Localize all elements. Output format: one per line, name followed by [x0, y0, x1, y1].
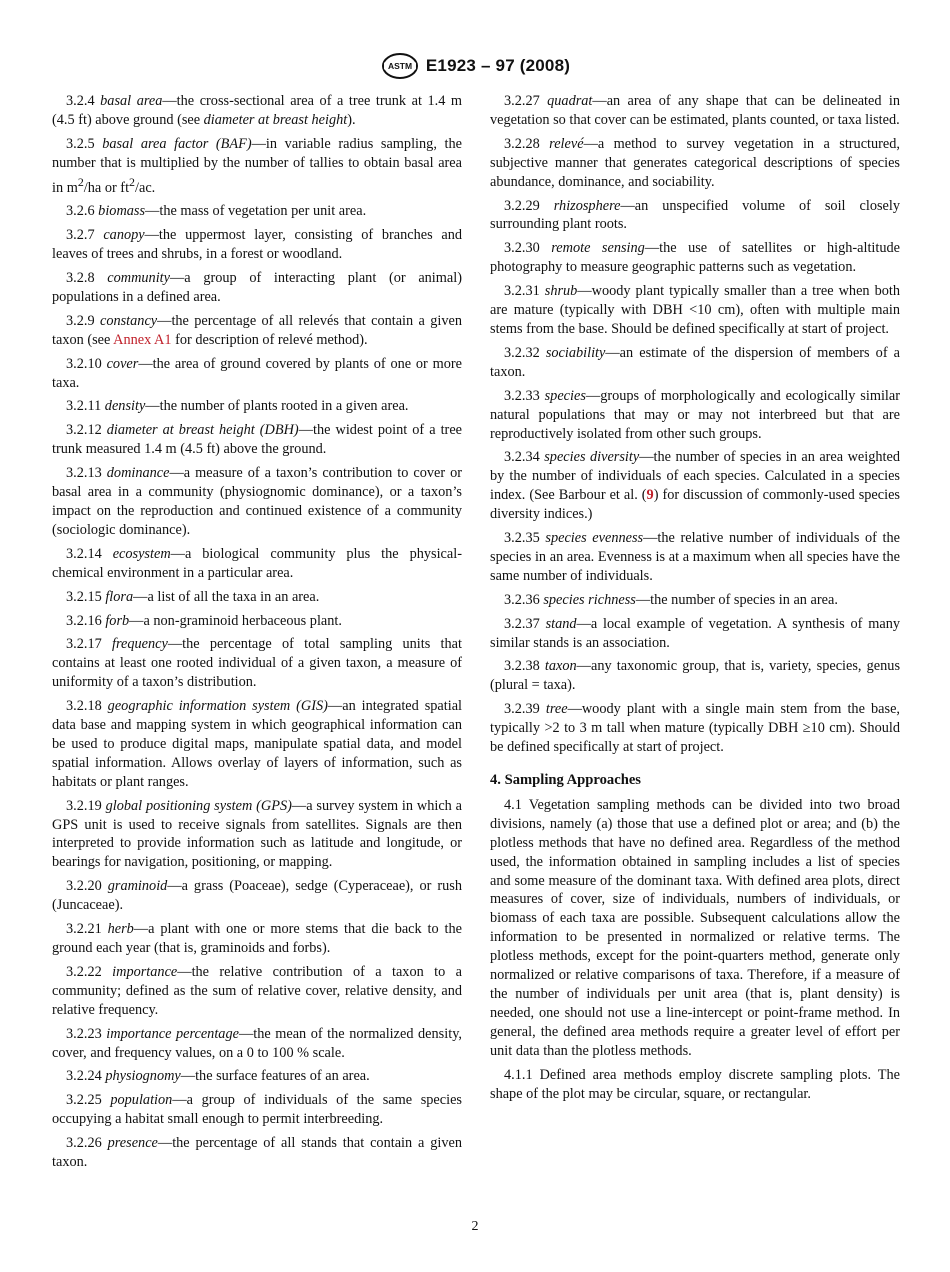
paragraph-4-1-1: 4.1.1 Defined area methods employ discrete sampling plots. The shape of the plot may be circular, square, or rectangular.: [490, 1066, 900, 1102]
definition-number: 3.2.24: [66, 1068, 102, 1085]
definition-text: —a grass (Poaceae), sedge (Cyperaceae), or rush (Juncaceae).: [52, 878, 462, 914]
definition-term: forb: [105, 612, 130, 629]
definition-text: —any taxonomic group, that is, variety, species, genus (plural = taxa).: [490, 658, 901, 694]
definition-term: shrub: [544, 283, 578, 300]
definition-number: 3.2.28: [504, 135, 540, 152]
definition-term: frequency: [112, 636, 168, 653]
astm-logo-icon: [380, 52, 420, 80]
definition-term: population: [110, 1092, 173, 1109]
definition-text: —a biological community plus the physical-chemical environment in a particular area.: [52, 545, 462, 581]
definition-text: —woody plant with a single main stem from the base, typically >2 to 3 m tall when mature (typically DBH ≥10 cm). Should be defined specifically at start of project.: [490, 701, 900, 756]
definition-3-2-12: [52, 421, 462, 459]
definition-number: 3.2.39: [504, 701, 540, 718]
definition-crossref-term: diameter at breast height: [203, 111, 348, 128]
definition-number: 3.2.34: [504, 449, 540, 466]
definition-3-2-32: [490, 344, 900, 382]
definition-number: 3.2.36: [504, 591, 540, 608]
definition-text: —the relative contribution of a taxon to a community; defined as the sum of relative cover, relative density, and relative frequency.: [52, 963, 462, 1018]
definition-3-2-28: [490, 135, 900, 192]
definition-term: quadrat: [547, 93, 593, 109]
definition-number: 3.2.37: [504, 615, 540, 632]
definition-3-2-9: [52, 312, 462, 350]
definition-text: —a group of interacting plant (or animal) populations in a defined area.: [52, 270, 462, 305]
definition-number: 3.2.25: [66, 1092, 102, 1109]
left-column: [52, 92, 462, 1177]
definition-number: 3.2.4: [66, 93, 95, 109]
definition-3-2-30: [490, 239, 900, 277]
definition-text: ) for discussion of commonly-used species diversity indices.): [490, 487, 900, 523]
definition-text: —the percentage of all stands that contain a given taxon.: [52, 1135, 462, 1171]
definition-3-2-16: [52, 612, 462, 631]
definition-3-2-18: [52, 697, 462, 792]
definition-text: —the relative number of individuals of the species in an area. Evenness is at a maximum when all species have the same number of individuals.: [490, 530, 901, 584]
definition-text: —the percentage of total sampling units that contains at least one rooted individual of a given taxon, a measure of uniformity of a taxon’s distribution.: [52, 636, 462, 691]
definition-3-2-19: [52, 797, 462, 873]
definition-number: 3.2.19: [66, 797, 102, 814]
definition-3-2-24: [52, 1067, 462, 1086]
definition-text: —a non-graminoid herbaceous plant.: [129, 612, 342, 629]
definition-term: community: [107, 270, 170, 287]
definition-text: /ha or ft: [83, 179, 130, 196]
annex-link[interactable]: Annex A1: [113, 331, 172, 348]
definition-term: flora: [105, 588, 134, 605]
definition-3-2-21: [52, 920, 462, 958]
definition-number: 3.2.35: [504, 530, 540, 547]
definition-text: —the number of species in an area weighted by the number of individuals of each species. Calculated in a species index. (See Barbour et al. (: [490, 449, 901, 504]
astm-logo-text: ASTM: [387, 61, 412, 71]
definition-3-2-39: [490, 700, 900, 757]
definition-text: —an estimate of the dispersion of members of a taxon.: [490, 344, 900, 380]
definition-number: 3.2.38: [504, 658, 540, 675]
definition-number: 3.2.27: [504, 93, 540, 109]
definition-3-2-29: [490, 197, 900, 235]
definition-term: rhizosphere: [553, 197, 621, 214]
definition-3-2-35: [490, 529, 900, 586]
definition-text: —the use of satellites or high-altitude photography to measure geographic patterns such as vegetation.: [490, 240, 901, 276]
definition-number: 3.2.33: [504, 387, 540, 404]
definition-term: sociability: [545, 344, 606, 361]
definition-term: importance percentage: [106, 1025, 239, 1042]
definition-text: —in variable radius sampling, the number that is multiplied by the number of tallies to obtain basal area in m: [52, 135, 462, 196]
definition-text: —an unspecified volume of soil closely surrounding plant roots.: [490, 197, 900, 233]
definition-3-2-8: [52, 269, 462, 307]
definition-number: 3.2.23: [66, 1025, 102, 1042]
definition-3-2-22: [52, 963, 462, 1020]
definition-number: 3.2.22: [66, 963, 102, 980]
page-number: 2: [471, 1219, 479, 1234]
definition-text: —an integrated spatial data base and mapping system in which geographical information can be used to produce digital maps, manipulate spatial data, and model spatial information. Allows overlay of layers of information, such as habitats or plant ranges.: [52, 698, 463, 790]
definition-3-2-13: [52, 464, 462, 540]
definition-number: 3.2.15: [66, 588, 102, 605]
definition-term: diameter at breast height (DBH): [106, 422, 299, 439]
definition-term: ecosystem: [112, 545, 171, 562]
definition-term: density: [104, 398, 146, 415]
definition-number: 3.2.29: [504, 197, 540, 214]
definition-text: —the uppermost layer, consisting of branches and leaves of trees and shrubs, in a forest or woodland.: [52, 227, 463, 263]
definition-term: global positioning system (GPS): [105, 797, 292, 814]
section-heading: 4. Sampling Approaches: [490, 772, 641, 788]
definition-text: —a survey system in which a GPS unit is used to receive signals from satellites. Signals are then interpreted to provide information such as latitude and longitude, or bearings for navigation, positioning, or mapping.: [52, 797, 463, 871]
definition-number: 3.2.5: [66, 135, 95, 152]
definition-term: dominance: [106, 465, 170, 482]
definition-3-2-17: [52, 635, 462, 692]
definition-number: 3.2.14: [66, 545, 102, 562]
document-designation: E1923 – 97 (2008): [425, 56, 571, 75]
definition-term: importance: [112, 963, 178, 980]
right-definitions: [490, 92, 900, 757]
definition-text: —a method to survey vegetation in a structured, subjective manner that generates categorical descriptions of species abundance, dominance, and sociability.: [490, 135, 900, 190]
definition-3-2-36: [490, 591, 900, 610]
definition-number: 3.2.32: [504, 344, 540, 361]
definition-3-2-14: [52, 545, 462, 583]
definition-text: —the mean of the normalized density, cover, and frequency values, on a 0 to 100 % scale.: [52, 1025, 462, 1061]
definition-term: species richness: [543, 591, 636, 608]
definition-number: 3.2.13: [66, 465, 102, 482]
definition-text: —a list of all the taxa in an area.: [133, 588, 320, 605]
definition-number: 3.2.7: [66, 227, 95, 244]
definition-term: species diversity: [544, 449, 640, 466]
definition-3-2-25: [52, 1091, 462, 1129]
paragraph-4-1: 4.1 Vegetation sampling methods can be divided into two broad divisions, namely (a) those that use a defined plot or area; and (b) the plotless methods that have no defined area. Regardless of the method used, the information obtained in sampling includes a list of species and some measure of the dominant taxa. With defined area plots, direct measures of cover, size of individuals, numbers of individuals, or biomass of each taxa are possible. Subsequent calculations allow the information to be presented in normalized or relative terms. The plotless methods, except for the point-quarters method, generate only normalized or relative comparisons of taxa. Therefore, if a measure of the number of individuals per unit area (that is, plant density) is needed, one should not use a line-intercept or point-frame method. In general, the defined area methods require a greater level of effort per unit data than the plotless methods.: [490, 796, 900, 1059]
definition-term: tree: [545, 701, 568, 718]
definition-term: herb: [107, 921, 134, 938]
definition-3-2-37: [490, 615, 900, 653]
definition-number: 3.2.12: [66, 422, 102, 439]
definition-3-2-26: [52, 1134, 462, 1172]
definition-number: 3.2.8: [66, 270, 95, 287]
definition-term: graminoid: [107, 878, 168, 895]
definition-term: species evenness: [545, 530, 644, 547]
definition-3-2-33: [490, 387, 900, 444]
definition-text: —groups of morphologically and ecologically similar natural populations that may or may not interbreed but that are reproductively isolated from other such groups.: [490, 387, 900, 442]
definition-text: ).: [347, 111, 356, 128]
definition-3-2-23: [52, 1025, 462, 1063]
definition-text: —a group of individuals of the same species occupying a habitat small enough to permit interbreeding.: [52, 1092, 462, 1128]
definition-term: remote sensing: [551, 240, 645, 257]
definition-term: basal area factor (BAF): [102, 135, 252, 152]
definition-text: —the mass of vegetation per unit area.: [145, 203, 367, 220]
definition-term: canopy: [103, 227, 145, 244]
definition-3-2-5: [52, 135, 462, 197]
definition-3-2-34: [490, 448, 900, 524]
superscript: 2: [129, 174, 135, 189]
superscript: 2: [77, 174, 84, 189]
definition-3-2-38: [490, 657, 900, 695]
definition-number: 3.2.21: [66, 921, 102, 938]
definition-number: 3.2.26: [66, 1135, 102, 1152]
definition-3-2-31: [490, 282, 900, 339]
reference-link[interactable]: 9: [646, 487, 654, 504]
definition-text: —a local example of vegetation. A synthesis of many similar stands is an association.: [490, 615, 900, 651]
definition-text: —the surface features of an area.: [180, 1068, 370, 1085]
definition-number: 3.2.31: [504, 283, 540, 300]
definition-term: presence: [107, 1135, 158, 1152]
definition-term: species: [544, 387, 586, 404]
definition-term: cover: [106, 355, 139, 372]
definition-text: —the area of ground covered by plants of one or more taxa.: [52, 355, 463, 391]
definition-3-2-7: [52, 226, 462, 264]
definition-term: basal area: [100, 93, 163, 109]
definition-text: /ac.: [135, 179, 156, 196]
definition-text: —an area of any shape that can be delineated in vegetation so that cover can be estimated, plants counted, or taxa listed.: [490, 93, 901, 128]
definition-3-2-27: [490, 92, 900, 130]
definition-text: —the number of species in an area.: [635, 591, 838, 608]
definition-3-2-10: [52, 355, 462, 393]
definition-text: for description of relevé method).: [171, 331, 368, 348]
definition-text: —the percentage of all relevés that contain a given taxon (see: [52, 312, 463, 348]
definition-number: 3.2.9: [66, 312, 95, 329]
definition-number: 3.2.16: [66, 612, 102, 629]
definition-term: relevé: [549, 135, 584, 152]
definition-3-2-6: [52, 202, 462, 221]
definition-text: —the widest point of a tree trunk measured 1.4 m (4.5 ft) above the ground.: [52, 422, 463, 458]
definition-text: —a measure of a taxon’s contribution to cover or basal area in a community (physiognomic dominance), or a taxon’s impact on the reproduction and continued existence of a community (sociologic dominance).: [52, 465, 463, 538]
definition-text: —woody plant typically smaller than a tree when both are mature (typically with DBH <10 cm), often with multiple main stems from the base. Should be defined specifically at start of project.: [490, 283, 900, 337]
definition-number: 3.2.18: [66, 698, 102, 715]
definition-text: —a plant with one or more stems that die back to the ground each year (that is, graminoids and forbs).: [52, 921, 463, 957]
definition-number: 3.2.30: [504, 240, 540, 257]
definition-term: taxon: [544, 658, 577, 675]
definition-3-2-15: [52, 588, 462, 607]
definition-text: —the number of plants rooted in a given area.: [145, 398, 409, 415]
definition-text: —the cross-sectional area of a tree trunk at 1.4 m (4.5 ft) above ground (see: [52, 93, 463, 128]
definition-number: 3.2.11: [66, 398, 102, 415]
definition-term: biomass: [98, 203, 146, 220]
definition-term: physiognomy: [105, 1068, 181, 1085]
definition-3-2-20: [52, 877, 462, 915]
definition-term: stand: [545, 615, 577, 632]
right-column: [490, 92, 900, 1103]
definition-3-2-4: [52, 92, 462, 130]
definition-number: 3.2.10: [66, 355, 102, 372]
definition-term: constancy: [99, 312, 158, 329]
definition-number: 3.2.17: [66, 636, 102, 653]
definition-number: 3.2.6: [66, 203, 95, 220]
definition-3-2-11: [52, 397, 462, 416]
definition-term: geographic information system (GIS): [107, 698, 328, 715]
definition-number: 3.2.20: [66, 878, 102, 895]
page-header: [0, 52, 950, 85]
